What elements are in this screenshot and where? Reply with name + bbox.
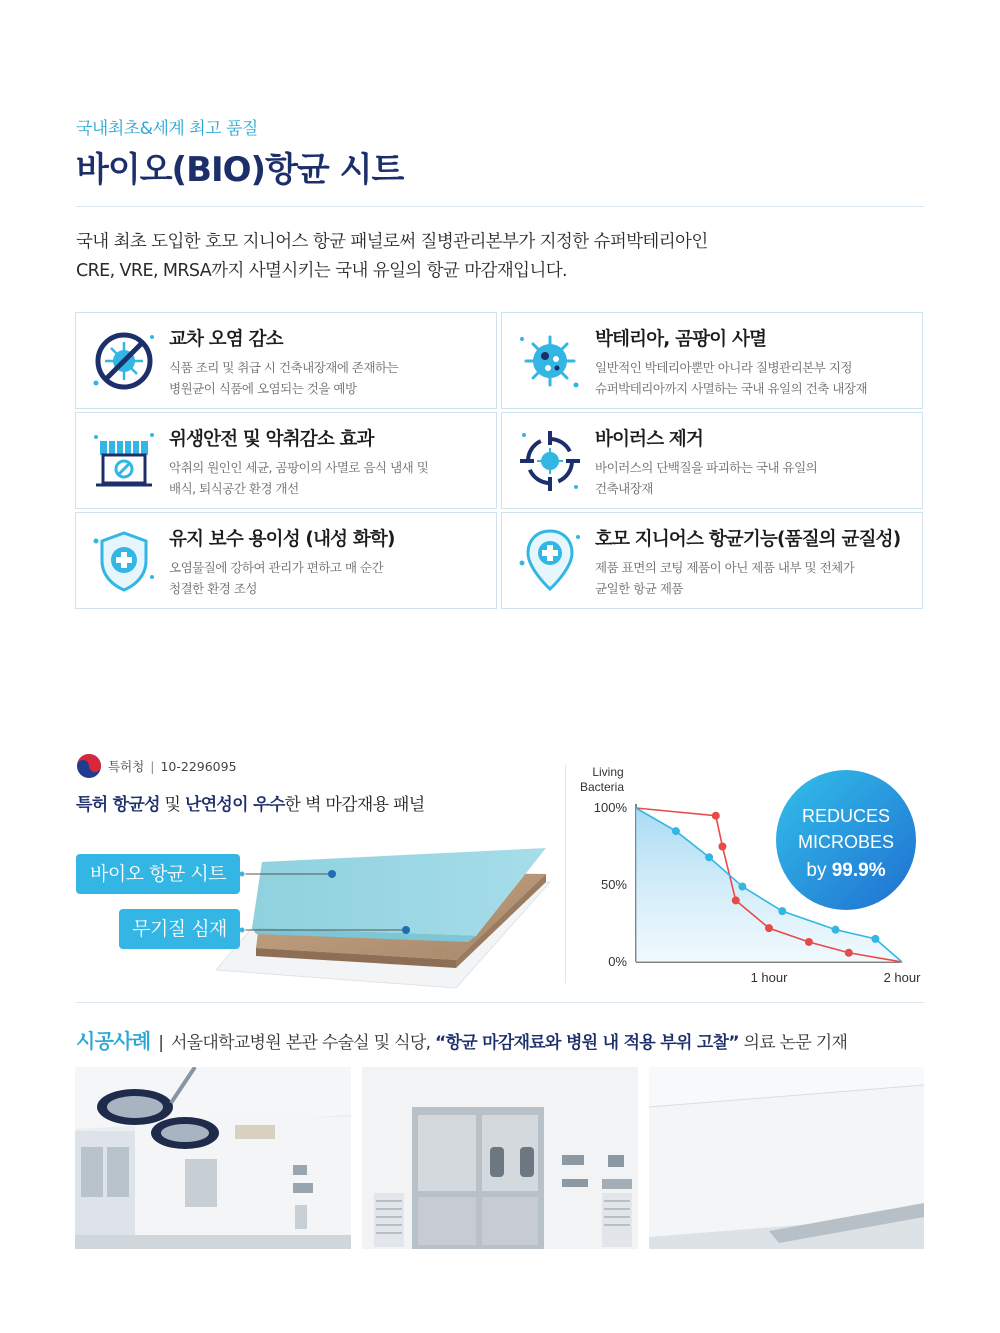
x-tick-label: 2 hour — [883, 970, 921, 985]
feature-desc-line: 슈퍼박테리아까지 사멸하는 국내 유일의 건축 내장재 — [595, 381, 868, 396]
feature-desc-line: 균일한 항균 제품 — [595, 581, 683, 596]
feature-title: 유지 보수 용이성 (내성 화학) — [169, 529, 395, 550]
feature-desc — [595, 557, 920, 599]
feature-desc-line: 오염물질에 강하여 관리가 편하고 매 순간 — [169, 560, 384, 575]
intro-line: CRE, VRE, MRSA까지 사멸시키는 국내 유일의 항균 마감재입니다. — [76, 261, 568, 281]
photo-white-wall — [649, 1067, 924, 1249]
data-point — [778, 907, 786, 915]
feature-desc-line: 식품 조리 및 취급 시 건축내장재에 존재하는 — [169, 360, 399, 375]
data-point — [738, 883, 746, 891]
bio-sheet-label: 바이오 항균 시트 — [76, 854, 240, 894]
case-text: 서울대학교병원 본관 수술실 및 식당, — [166, 1033, 435, 1053]
case-quote: “항균 마감재료와 병원 내 적용 부위 고찰” — [435, 1033, 739, 1053]
feature-desc-line: 악취의 원인인 세균, 곰팡이의 사멸로 음식 냄새 및 — [169, 460, 429, 475]
feature-desc-line: 일반적인 박테리아뿐만 아니라 질병관리본부 지정 — [595, 360, 852, 375]
feature-title: 박테리아, 곰팡이 사멸 — [595, 329, 767, 350]
data-point — [718, 843, 726, 851]
badge-value — [806, 860, 885, 881]
patent-highlight: 특허 항균성 — [76, 795, 160, 815]
divider — [76, 1002, 924, 1003]
panel-layer-diagram — [76, 810, 556, 990]
no-virus-icon — [90, 327, 158, 395]
shield-cross-icon — [90, 527, 158, 595]
reduction-badge — [776, 770, 916, 910]
divider — [76, 206, 924, 207]
badge-by: by — [806, 860, 832, 881]
data-point — [871, 935, 879, 943]
feature-card-cross-contamination — [75, 312, 497, 409]
feature-card-homogeneous — [501, 512, 923, 609]
y-tick-label: 0% — [608, 954, 627, 969]
target-virus-icon — [516, 427, 584, 495]
data-point — [765, 924, 773, 932]
feature-desc-line: 바이러스의 단백질을 파괴하는 국내 유일의 — [595, 460, 818, 475]
feature-card-virus — [501, 412, 923, 509]
y-tick-label: 100% — [593, 800, 627, 815]
photo-stainless-cabinets — [362, 1067, 638, 1249]
feature-card-bacteria — [501, 312, 923, 409]
patent-highlight: 난연성이 우수 — [184, 795, 285, 815]
feature-desc — [595, 457, 920, 499]
case-label: 시공사례 — [76, 1029, 151, 1053]
panel-illustration — [76, 810, 556, 990]
badge-line1: REDUCES — [801, 806, 891, 826]
feature-title: 위생안전 및 악취감소 효과 — [169, 429, 374, 450]
feature-desc — [595, 357, 920, 399]
location-cross-icon — [516, 527, 584, 595]
case-text: 의료 논문 기재 — [738, 1033, 848, 1053]
kipo-logo — [76, 753, 102, 779]
badge-percent: 99.9% — [831, 860, 886, 881]
case-separator: | — [158, 1033, 164, 1053]
y-axis-label: Bacteria — [579, 780, 625, 794]
feature-desc-line: 배식, 퇴식공간 환경 개선 — [169, 481, 299, 496]
feature-desc-line: 병원균이 식품에 오염되는 것을 예방 — [169, 381, 357, 396]
badge-line2: MICROBES — [797, 832, 895, 852]
bacteria-reduction-chart — [570, 760, 930, 990]
inorganic-core-label: 무기질 심재 — [119, 909, 240, 949]
patent-number: 10-2296095 — [160, 758, 237, 774]
patent-text: 및 — [159, 795, 185, 815]
patent-separator: | — [150, 758, 155, 774]
feature-title: 바이러스 제거 — [595, 429, 704, 450]
page-title: 바이오(BIO)항균 시트 — [76, 150, 404, 190]
patent-text: 한 벽 마감재용 패널 — [284, 795, 425, 815]
feature-desc — [169, 357, 494, 399]
case-heading — [76, 1025, 847, 1054]
intro-line: 국내 최초 도입한 호모 지니어스 항균 패널로써 질병관리본부가 지정한 슈퍼박테리아인 — [76, 232, 708, 252]
bacteria-icon — [516, 327, 584, 395]
feature-desc-line: 청결한 환경 조성 — [169, 581, 257, 596]
data-point — [705, 853, 713, 861]
y-tick-label: 50% — [600, 877, 627, 892]
feature-desc-line: 제품 표면의 코팅 제품이 아닌 제품 내부 및 전체가 — [595, 560, 855, 575]
photo-operating-room — [75, 1067, 351, 1249]
x-tick-label: 1 hour — [750, 970, 788, 985]
data-point — [732, 896, 740, 904]
data-point — [845, 949, 853, 957]
feature-desc-line: 건축내장재 — [595, 481, 653, 496]
eyebrow-text: 국내최초&세계 최고 품질 — [76, 119, 258, 139]
data-point — [712, 812, 720, 820]
feature-grid — [75, 312, 924, 610]
chart-svg — [570, 760, 930, 990]
data-point — [832, 926, 840, 934]
feature-title: 교차 오염 감소 — [169, 329, 283, 350]
data-point — [805, 938, 813, 946]
patent-office: 특허청 — [108, 759, 145, 774]
feature-title: 호모 지니어스 항균기능(품질의 균질성) — [595, 529, 901, 550]
feature-desc — [169, 557, 494, 599]
feature-desc — [169, 457, 494, 499]
y-axis-label: Living — [592, 765, 624, 779]
intro-paragraph — [76, 228, 936, 286]
data-point — [672, 827, 680, 835]
store-icon — [90, 427, 158, 495]
feature-card-hygiene — [75, 412, 497, 509]
patent-line — [76, 752, 237, 780]
feature-card-maintenance — [75, 512, 497, 609]
vertical-divider — [565, 765, 566, 983]
